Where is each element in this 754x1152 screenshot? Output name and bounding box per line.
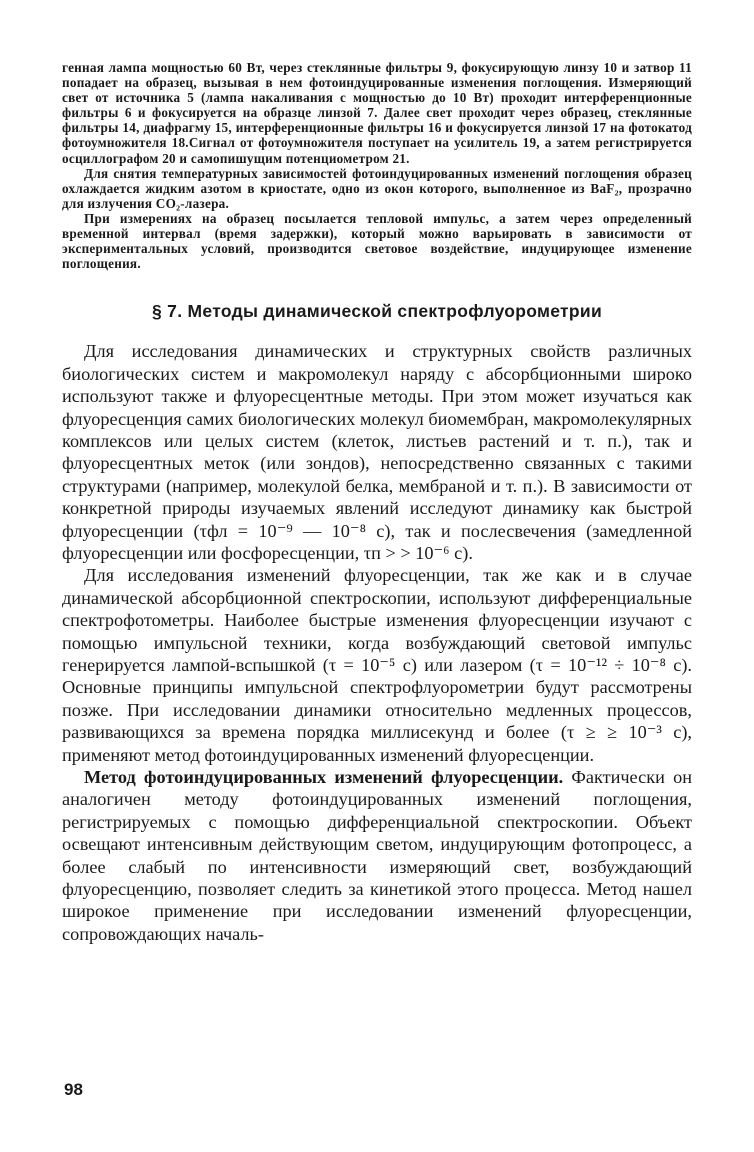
main-paragraph-2-text: Для исследования изменений флуоресценции, так же как и в случае динамической абсорбционной спектроскопии, используют дифференциальные спектрофотометры. Наиболее быстрые изменения флуоресценции изучают с помощью импульсной техники, когда возбуждающий световой импульс генерируется лампой-вспышкой (τ = 10⁻⁵ с) или лазером (τ = 10⁻¹² ÷ 10⁻⁸ с). Основные принципы импульсной спектрофлуорометрии будут рассмотрены позже. При исследовании динамики относительно медленных процессов, развивающихся за времена порядка миллисекунд и более (τ ≥ ≥ 10⁻³ с), применяют метод фотоиндуцированных изменений флуоресценции. xyxy=(62,565,692,765)
small-paragraph-3: При измерениях на образец посылается тепловой импульс, а затем через определенный временной интервал (время задержки), который можно варьировать в зависимости от экспериментальных условий, производится световое воздействие, индуцирующее изменение поглощения. xyxy=(62,210,692,272)
main-paragraph-3-text: Фактически он аналогичен методу фотоиндуцированных изменений поглощения, регистрируемых с помощью дифференциальной спектроскопии. Объект освещают интенсивным действующим светом, индуцирующим фотопроцесс, а более слабый по интенсивности измеряющий свет, возбуждающий флуоресценцию, позволяет следить за кинетикой этого процесса. Метод нашел широкое применение при исследовании изменений флуоресценции, сопровождающих началь- xyxy=(62,767,692,944)
main-paragraph-2 xyxy=(62,564,692,766)
page-number: 98 xyxy=(64,1080,83,1099)
small-paragraph-2: Для снятия температурных зависимостей фотоиндуцированных изменений поглощения образец охлаждается жидким азотом в криостате, одно из окон которого, выполненное из BaF₂, прозрачно для излучения CO₂-лазера. xyxy=(62,165,692,211)
section-heading: § 7. Методы динамической спектрофлуорометрии xyxy=(151,301,603,322)
small-print-block xyxy=(62,60,692,271)
main-text-block xyxy=(62,340,692,945)
main-paragraph-1 xyxy=(62,340,692,564)
method-run-in-heading: Метод фотоиндуцированных изменений флуоресценции. xyxy=(84,767,564,788)
main-paragraph-3 xyxy=(62,766,692,945)
main-paragraph-1-text: Для исследования динамических и структурных свойств различных биологических систем и макромолекул наряду с абсорбционными широко используют также и флуоресцентные методы. При этом может изучаться как флуоресценция самих биологических молекул биомембран, макромолекулярных комплексов или целых систем (клеток, листьев растений и т. п.), так и флуоресцентных меток (или зондов), непосредственно связанных с такими структурами (например, молекулой белка, мембраной и т. п.). В зависимости от конкретной природы изучаемых явлений исследуют динамику как быстрой флуоресценции (τфл = 10⁻⁹ — 10⁻⁸ с), так и послесвечения (замедленной флуоресценции или фосфоресценции, τп > > 10⁻⁶ с). xyxy=(62,341,692,563)
small-paragraph-1: генная лампа мощностью 60 Вт, через стеклянные фильтры 9, фокусирующую линзу 10 и затвор 11 попадает на образец, вызывая в нем фотоиндуцированные изменения поглощения. Измеряющий свет от источника 5 (лампа накаливания с мощностью до 10 Вт) проходит интерференционные фильтры 6 и фокусируется на образце линзой 7. Далее свет проходит через образец, стеклянные фильтры 14, диафрагму 15, интерференционные фильтры 16 и фокусируется линзой 17 на фотокатод фотоумножителя 18.Сигнал от фотоумножителя поступает на усилитель 19, а затем регистрируется осциллографом 20 и самопишущим потенциометром 21. xyxy=(62,60,692,166)
page-body xyxy=(62,60,692,945)
